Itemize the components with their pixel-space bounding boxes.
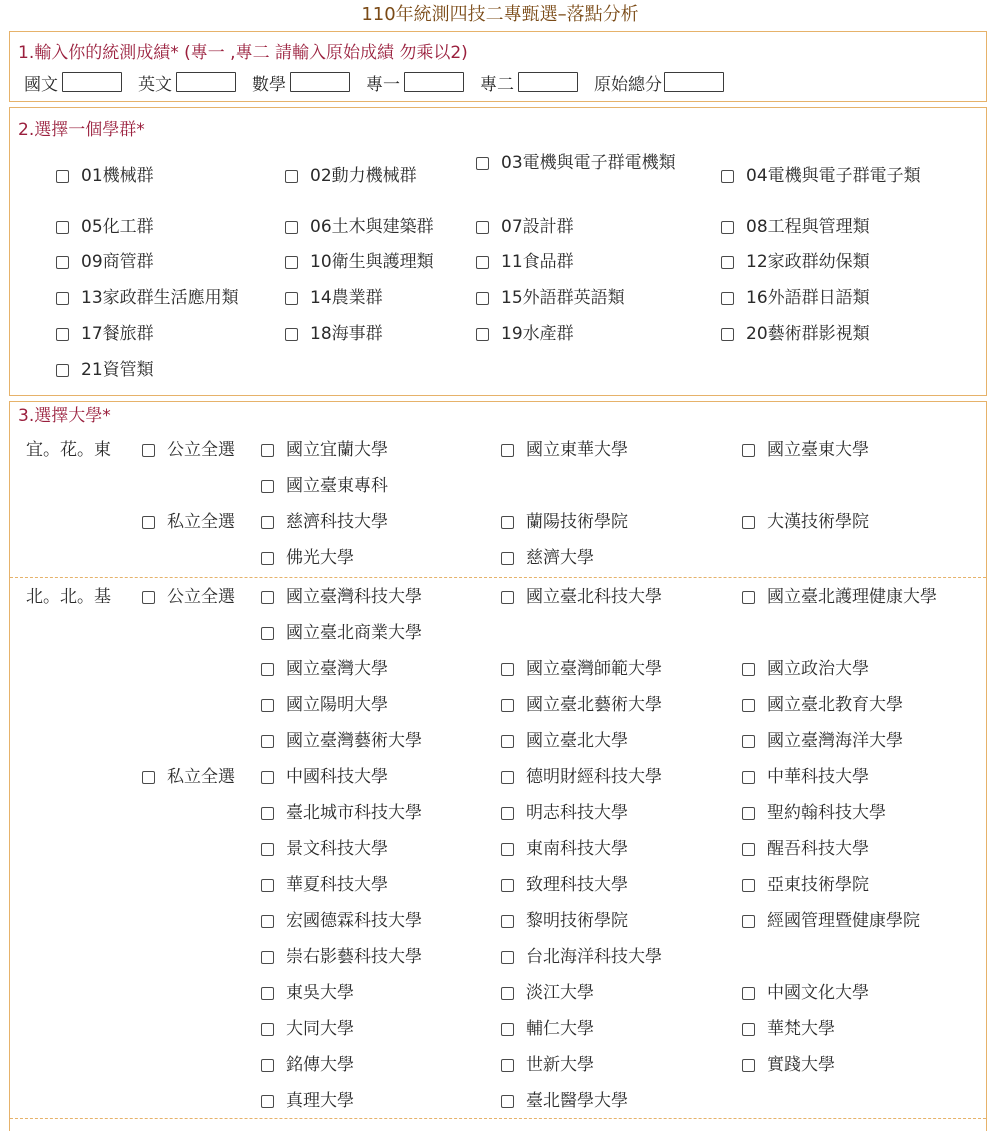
group-option-7-label: 07設計群 (501, 217, 574, 237)
checkbox[interactable] (742, 663, 755, 676)
page-title: 110年統測四技二專甄選–落點分析 (361, 4, 639, 25)
university-option[interactable] (742, 1054, 835, 1076)
checkbox[interactable] (742, 516, 755, 529)
checkbox[interactable] (742, 771, 755, 784)
university-option[interactable] (501, 1054, 594, 1076)
group-option-5[interactable] (56, 216, 154, 238)
university-option[interactable] (261, 802, 422, 824)
university-option-label: 聖約翰科技大學 (767, 803, 886, 823)
university-option[interactable] (742, 658, 869, 680)
group-option-5-label: 05化工群 (81, 217, 154, 237)
university-panel (9, 401, 987, 1131)
group-option-15-label: 15外語群英語類 (501, 288, 625, 308)
group-option-12-label: 12家政群幼保類 (746, 252, 870, 272)
university-option[interactable] (501, 766, 662, 788)
university-option[interactable] (501, 910, 628, 932)
group-option-18-label: 18海事群 (310, 324, 383, 344)
university-option-label: 大同大學 (286, 1019, 354, 1039)
university-option-label: 明志科技大學 (526, 803, 628, 823)
public-select-all-checkbox-label: 公立全選 (167, 587, 235, 607)
group-option-19-label: 19水產群 (501, 324, 574, 344)
english-label: 英文 (138, 74, 172, 95)
checkbox[interactable] (476, 221, 489, 234)
university-option[interactable] (742, 1018, 835, 1040)
checkbox[interactable] (476, 256, 489, 269)
university-option-label: 佛光大學 (286, 548, 354, 568)
group-option-18[interactable] (285, 323, 383, 345)
university-option[interactable] (742, 802, 886, 824)
group-option-6[interactable] (285, 216, 434, 238)
university-option-label: 真理大學 (286, 1091, 354, 1111)
university-option[interactable] (742, 910, 920, 932)
group-option-20[interactable] (721, 323, 870, 345)
group-option-9-label: 09商管群 (81, 252, 154, 272)
group-option-4[interactable] (721, 165, 921, 187)
university-option[interactable] (742, 439, 869, 461)
group-panel (9, 107, 987, 396)
university-option-label: 國立臺東專科 (286, 476, 388, 496)
public-select-all-checkbox-label: 公立全選 (167, 440, 235, 460)
university-option-label: 慈濟大學 (526, 548, 594, 568)
university-option-label: 國立宜蘭大學 (286, 440, 388, 460)
university-option[interactable] (501, 802, 628, 824)
checkbox[interactable] (742, 1023, 755, 1036)
group-option-15[interactable] (476, 287, 625, 309)
university-option-label: 醒吾科技大學 (767, 839, 869, 859)
checkbox[interactable] (501, 699, 514, 712)
university-option[interactable] (501, 547, 594, 569)
group-option-3[interactable] (476, 150, 691, 176)
checkbox[interactable] (261, 1023, 274, 1036)
checkbox[interactable] (261, 444, 274, 457)
group-option-11[interactable] (476, 251, 574, 273)
university-option[interactable] (501, 874, 628, 896)
checkbox[interactable] (261, 879, 274, 892)
checkbox[interactable] (56, 328, 69, 341)
university-option[interactable] (261, 946, 422, 968)
university-option-label: 中華科技大學 (767, 767, 869, 787)
group-option-2[interactable] (285, 165, 417, 187)
university-option-label: 中國科技大學 (286, 767, 388, 787)
checkbox[interactable] (742, 915, 755, 928)
checkbox[interactable] (142, 444, 155, 457)
university-option[interactable] (261, 622, 422, 644)
checkbox[interactable] (501, 1095, 514, 1108)
checkbox[interactable] (742, 444, 755, 457)
university-option[interactable] (742, 874, 869, 896)
university-option[interactable] (261, 694, 388, 716)
checkbox[interactable] (501, 987, 514, 1000)
group-option-14[interactable] (285, 287, 383, 309)
university-option-label: 崇右影藝科技大學 (286, 947, 422, 967)
university-option[interactable] (501, 694, 662, 716)
checkbox[interactable] (501, 771, 514, 784)
checkbox[interactable] (285, 170, 298, 183)
university-option-label: 國立臺灣師範大學 (526, 659, 662, 679)
private-select-all-checkbox[interactable] (142, 766, 235, 788)
university-option-label: 蘭陽技術學院 (526, 512, 628, 532)
checkbox[interactable] (501, 879, 514, 892)
university-option[interactable] (501, 658, 662, 680)
group-option-17[interactable] (56, 323, 154, 345)
checkbox[interactable] (742, 591, 755, 604)
university-option[interactable] (261, 766, 388, 788)
public-select-all-checkbox[interactable] (142, 439, 235, 461)
score-row (24, 70, 724, 94)
raw-total-label: 原始總分 (594, 74, 662, 95)
checkbox[interactable] (56, 170, 69, 183)
checkbox[interactable] (142, 591, 155, 604)
checkbox[interactable] (476, 292, 489, 305)
group-option-8-label: 08工程與管理類 (746, 217, 870, 237)
university-option-label: 華梵大學 (767, 1019, 835, 1039)
score-panel (9, 31, 987, 102)
checkbox[interactable] (261, 480, 274, 493)
university-option-label: 世新大學 (526, 1055, 594, 1075)
checkbox[interactable] (261, 552, 274, 565)
university-option-label: 國立臺北科技大學 (526, 587, 662, 607)
group-option-13[interactable] (56, 287, 239, 309)
university-option-label: 東南科技大學 (526, 839, 628, 859)
group-option-10[interactable] (285, 251, 434, 273)
group-option-11-label: 11食品群 (501, 252, 574, 272)
group-option-6-label: 06土木與建築群 (310, 217, 434, 237)
university-option-label: 銘傳大學 (286, 1055, 354, 1075)
checkbox[interactable] (501, 552, 514, 565)
university-option-label: 黎明技術學院 (526, 911, 628, 931)
university-option[interactable] (261, 910, 422, 932)
university-option-label: 國立臺北教育大學 (767, 695, 903, 715)
group-option-8[interactable] (721, 216, 870, 238)
chinese-score-input[interactable] (62, 72, 122, 92)
checkbox[interactable] (261, 516, 274, 529)
university-option[interactable] (261, 439, 388, 461)
university-option-label: 東吳大學 (286, 983, 354, 1003)
checkbox[interactable] (742, 987, 755, 1000)
group-option-7[interactable] (476, 216, 574, 238)
university-option[interactable] (261, 1054, 354, 1076)
checkbox[interactable] (261, 627, 274, 640)
group-option-1-label: 01機械群 (81, 166, 154, 186)
university-option[interactable] (742, 586, 937, 608)
university-option-label: 輔仁大學 (526, 1019, 594, 1039)
group-option-4-label: 04電機與電子群電子類 (746, 166, 921, 186)
region-label: 北。北。基 (26, 587, 111, 607)
group-option-13-label: 13家政群生活應用類 (81, 288, 239, 308)
checkbox[interactable] (721, 221, 734, 234)
university-option[interactable] (501, 586, 662, 608)
university-option-label: 華夏科技大學 (286, 875, 388, 895)
checkbox[interactable] (261, 807, 274, 820)
checkbox[interactable] (742, 807, 755, 820)
checkbox[interactable] (285, 292, 298, 305)
checkbox[interactable] (501, 1059, 514, 1072)
university-option-label: 台北海洋科技大學 (526, 947, 662, 967)
checkbox[interactable] (261, 1095, 274, 1108)
region-divider (10, 577, 986, 578)
university-option-label: 國立臺灣大學 (286, 659, 388, 679)
checkbox[interactable] (742, 735, 755, 748)
checkbox[interactable] (501, 807, 514, 820)
university-option[interactable] (501, 946, 662, 968)
university-option[interactable] (501, 838, 628, 860)
university-option[interactable] (261, 658, 388, 680)
university-option[interactable] (261, 511, 388, 533)
checkbox[interactable] (261, 591, 274, 604)
private-select-all-checkbox[interactable] (142, 511, 235, 533)
checkbox[interactable] (501, 951, 514, 964)
university-option[interactable] (501, 982, 594, 1004)
group-option-19[interactable] (476, 323, 574, 345)
group-option-17-label: 17餐旅群 (81, 324, 154, 344)
checkbox[interactable] (261, 951, 274, 964)
math-score-input[interactable] (290, 72, 350, 92)
university-option-label: 宏國德霖科技大學 (286, 911, 422, 931)
raw-total-input[interactable] (664, 72, 724, 92)
university-option[interactable] (261, 586, 422, 608)
group-option-2-label: 02動力機械群 (310, 166, 417, 186)
region-divider (10, 1118, 986, 1119)
university-option-label: 實踐大學 (767, 1055, 835, 1075)
checkbox[interactable] (261, 735, 274, 748)
checkbox[interactable] (261, 1059, 274, 1072)
checkbox[interactable] (501, 591, 514, 604)
checkbox[interactable] (56, 292, 69, 305)
checkbox[interactable] (742, 879, 755, 892)
checkbox[interactable] (261, 663, 274, 676)
university-option-label: 慈濟科技大學 (286, 512, 388, 532)
checkbox[interactable] (285, 221, 298, 234)
group-option-16[interactable] (721, 287, 870, 309)
checkbox[interactable] (501, 735, 514, 748)
university-option-label: 中國文化大學 (767, 983, 869, 1003)
university-option-label: 國立陽明大學 (286, 695, 388, 715)
university-option-label: 致理科技大學 (526, 875, 628, 895)
checkbox[interactable] (501, 516, 514, 529)
major1-label: 專一 (366, 74, 400, 95)
checkbox[interactable] (285, 256, 298, 269)
checkbox[interactable] (501, 1023, 514, 1036)
group-option-21-label: 21資管類 (81, 360, 154, 380)
university-option[interactable] (501, 1018, 594, 1040)
group-option-20-label: 20藝術群影視類 (746, 324, 870, 344)
checkbox[interactable] (501, 663, 514, 676)
university-option[interactable] (261, 475, 388, 497)
group-option-3-label: 03電機與電子群電機類 (501, 153, 676, 173)
chinese-label: 國文 (24, 74, 58, 95)
checkbox[interactable] (501, 444, 514, 457)
university-option-label: 臺北城市科技大學 (286, 803, 422, 823)
university-option-label: 國立臺北商業大學 (286, 623, 422, 643)
checkbox[interactable] (501, 915, 514, 928)
checkbox[interactable] (261, 915, 274, 928)
university-option-label: 大漢技術學院 (767, 512, 869, 532)
group-option-12[interactable] (721, 251, 870, 273)
university-option[interactable] (742, 838, 869, 860)
group-panel-title: 2.選擇一個學群* (18, 120, 145, 140)
university-panel-title: 3.選擇大學* (18, 406, 111, 426)
university-option-label: 經國管理暨健康學院 (767, 911, 920, 931)
group-option-10-label: 10衛生與護理類 (310, 252, 434, 272)
university-option[interactable] (742, 511, 869, 533)
university-option[interactable] (501, 439, 628, 461)
checkbox[interactable] (476, 328, 489, 341)
checkbox[interactable] (476, 157, 489, 170)
university-option[interactable] (501, 511, 628, 533)
checkbox[interactable] (721, 256, 734, 269)
university-option-label: 國立臺東大學 (767, 440, 869, 460)
university-option-label: 德明財經科技大學 (526, 767, 662, 787)
checkbox[interactable] (721, 292, 734, 305)
university-option-label: 臺北醫學大學 (526, 1091, 628, 1111)
university-option-label: 國立臺北護理健康大學 (767, 587, 937, 607)
university-option[interactable] (501, 730, 628, 752)
university-option[interactable] (501, 1090, 628, 1112)
university-option[interactable] (261, 874, 388, 896)
checkbox[interactable] (142, 516, 155, 529)
checkbox[interactable] (261, 771, 274, 784)
group-option-21[interactable] (56, 359, 154, 381)
university-option-label: 國立臺灣科技大學 (286, 587, 422, 607)
checkbox[interactable] (261, 843, 274, 856)
university-option-label: 國立東華大學 (526, 440, 628, 460)
major1-score-input[interactable] (404, 72, 464, 92)
public-select-all-checkbox[interactable] (142, 586, 235, 608)
region-label: 宜。花。東 (26, 440, 111, 460)
checkbox[interactable] (142, 771, 155, 784)
university-option[interactable] (742, 694, 903, 716)
university-option-label: 國立臺北大學 (526, 731, 628, 751)
checkbox[interactable] (742, 699, 755, 712)
checkbox[interactable] (721, 170, 734, 183)
university-option-label: 景文科技大學 (286, 839, 388, 859)
university-option[interactable] (742, 766, 869, 788)
university-option[interactable] (261, 547, 354, 569)
checkbox[interactable] (56, 221, 69, 234)
university-option-label: 國立臺灣藝術大學 (286, 731, 422, 751)
checkbox[interactable] (261, 699, 274, 712)
checkbox[interactable] (261, 987, 274, 1000)
university-option-label: 國立臺灣海洋大學 (767, 731, 903, 751)
score-panel-title: 1.輸入你的統測成績* (專一 ,專二 請輸入原始成績 勿乘以2) (18, 43, 468, 63)
university-option[interactable] (742, 730, 903, 752)
group-option-1[interactable] (56, 165, 154, 187)
university-option-label: 國立臺北藝術大學 (526, 695, 662, 715)
english-score-input[interactable] (176, 72, 236, 92)
university-option[interactable] (742, 982, 869, 1004)
group-option-16-label: 16外語群日語類 (746, 288, 870, 308)
major2-label: 專二 (480, 74, 514, 95)
private-select-all-checkbox-label: 私立全選 (167, 767, 235, 787)
university-option-label: 國立政治大學 (767, 659, 869, 679)
group-option-9[interactable] (56, 251, 154, 273)
university-option-label: 亞東技術學院 (767, 875, 869, 895)
checkbox[interactable] (285, 328, 298, 341)
checkbox[interactable] (56, 256, 69, 269)
university-option-label: 淡江大學 (526, 983, 594, 1003)
university-option[interactable] (261, 1018, 354, 1040)
checkbox[interactable] (742, 1059, 755, 1072)
checkbox[interactable] (742, 843, 755, 856)
university-option[interactable] (261, 1090, 354, 1112)
private-select-all-checkbox-label: 私立全選 (167, 512, 235, 532)
checkbox[interactable] (501, 843, 514, 856)
checkbox[interactable] (721, 328, 734, 341)
group-option-14-label: 14農業群 (310, 288, 383, 308)
university-option[interactable] (261, 838, 388, 860)
checkbox[interactable] (56, 364, 69, 377)
university-option[interactable] (261, 730, 422, 752)
university-option[interactable] (261, 982, 354, 1004)
math-label: 數學 (252, 74, 286, 95)
major2-score-input[interactable] (518, 72, 578, 92)
